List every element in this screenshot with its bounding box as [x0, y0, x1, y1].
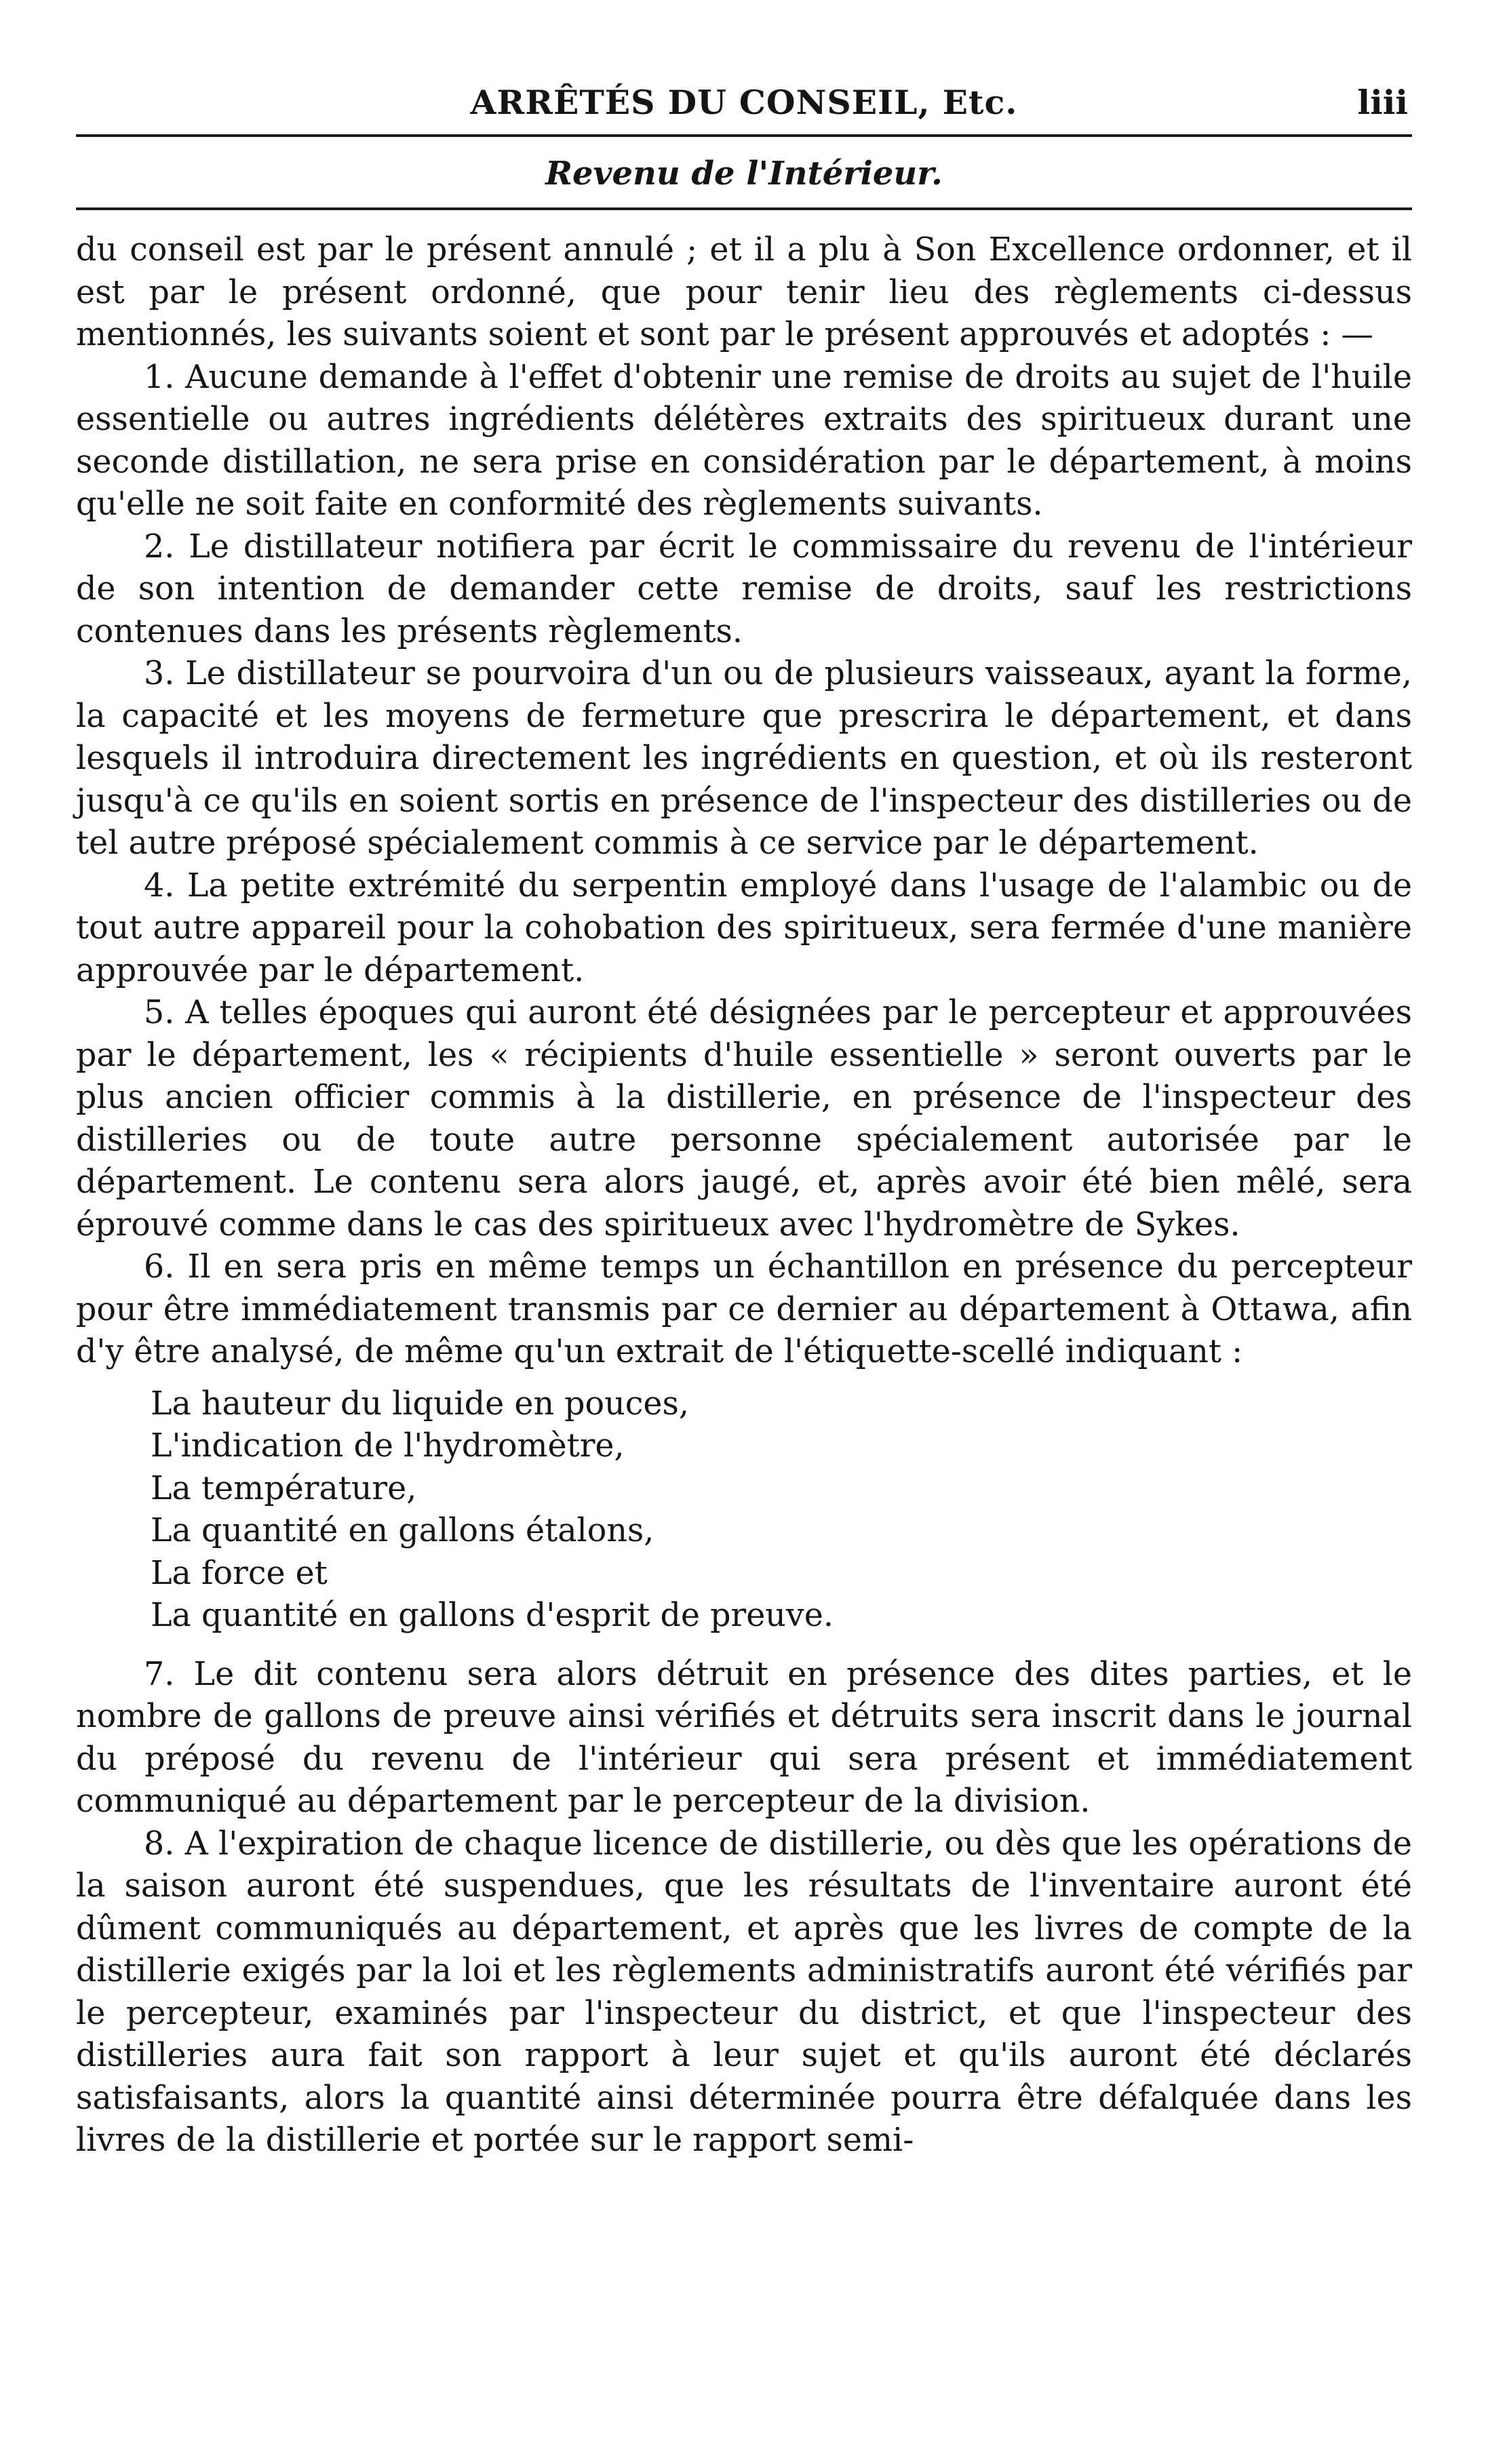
label-items-list — [76, 1383, 1412, 1637]
list-item: La température, — [151, 1469, 417, 1507]
continuation-paragraph: du conseil est par le présent annulé ; et il a plu à Son Excellence ordonner, et il est par le présent ordonné, que pour tenir lieu des règlements ci-dessus mentionnés, les suivants soient et sont par le présent approuvés et adoptés : — — [76, 231, 1412, 353]
paragraph-8: 8. A l'expiration de chaque licence de distillerie, ou dès que les opérations de la saison auront été suspendues, que les résultats de l'inventaire auront été dûment communiqués au département, et après que les livres de compte de la distillerie exigés par la loi et les règlements administratifs auront été vérifiés par le percepteur, examinés par l'inspecteur du district, et que l'inspecteur des distilleries aura fait son rapport à leur sujet et qu'ils auront été déclarés satisfaisants, alors la quantité ainsi déterminée pourra être défalquée dans les livres de la distillerie et portée sur le rapport semi- — [76, 1825, 1412, 2159]
document-page — [76, 73, 1412, 2162]
list-item: L'indication de l'hydromètre, — [151, 1427, 625, 1465]
paragraph-2: 2. Le distillateur notifiera par écrit le commissaire du revenu de l'intérieur de son intention de demander cette remise de droits, sauf les restrictions contenues dans les présents règlements. — [76, 528, 1412, 650]
list-item: La hauteur du liquide en pouces, — [151, 1385, 689, 1423]
list-item: La quantité en gallons d'esprit de preuve. — [151, 1597, 834, 1634]
list-item: La quantité en gallons étalons, — [151, 1512, 654, 1549]
paragraph-6: 6. Il en sera pris en même temps un échantillon en présence du percepteur pour être immédiatement transmis par ce dernier au département à Ottawa, afin d'y être analysé, de même qu'un extrait de l'étiquette-scellé indiquant : — [76, 1248, 1412, 1370]
page-number: liii — [1357, 83, 1408, 122]
list-item: La force et — [151, 1554, 328, 1592]
section-title: Revenu de l'Intérieur. — [545, 155, 943, 193]
running-header — [76, 73, 1412, 134]
body-text — [76, 210, 1412, 2162]
running-title: ARRÊTÉS DU CONSEIL, Etc. — [470, 83, 1018, 122]
paragraph-7: 7. Le dit contenu sera alors détruit en présence des dites parties, et le nombre de gallons de preuve ainsi vérifiés et détruits sera inscrit dans le journal du préposé du revenu de l'intérieur qui sera présent et immédiatement communiqué au département par le percepteur de la division. — [76, 1655, 1412, 1820]
paragraph-3: 3. Le distillateur se pourvoira d'un ou de plusieurs vaisseaux, ayant la forme, la capacité et les moyens de fermeture que prescrira le département, et dans lesquels il introduira directement les ingrédients en question, et où ils resteront jusqu'à ce qu'ils en soient sortis en présence de l'inspecteur des distilleries ou de tel autre préposé spécialement commis à ce service par le département. — [76, 655, 1412, 862]
paragraph-1: 1. Aucune demande à l'effet d'obtenir une remise de droits au sujet de l'huile essentielle ou autres ingrédients délétères extraits des spiritueux durant une seconde distillation, ne sera prise en considération par le département, à moins qu'elle ne soit faite en conformité des règlements suivants. — [76, 358, 1412, 523]
paragraph-5: 5. A telles époques qui auront été désignées par le percepteur et approuvées par le département, les « récipients d'huile essentielle » seront ouverts par le plus ancien officier commis à la distillerie, en présence de l'inspecteur des distilleries ou de toute autre personne spécialement autorisée par le département. Le contenu sera alors jaugé, et, après avoir été bien mêlé, sera éprouvé comme dans le cas des spiritueux avec l'hydromètre de Sykes. — [76, 994, 1412, 1244]
paragraph-4: 4. La petite extrémité du serpentin employé dans l'usage de l'alambic ou de tout autre appareil pour la cohobation des spiritueux, sera fermée d'une manière approuvée par le département. — [76, 867, 1412, 989]
